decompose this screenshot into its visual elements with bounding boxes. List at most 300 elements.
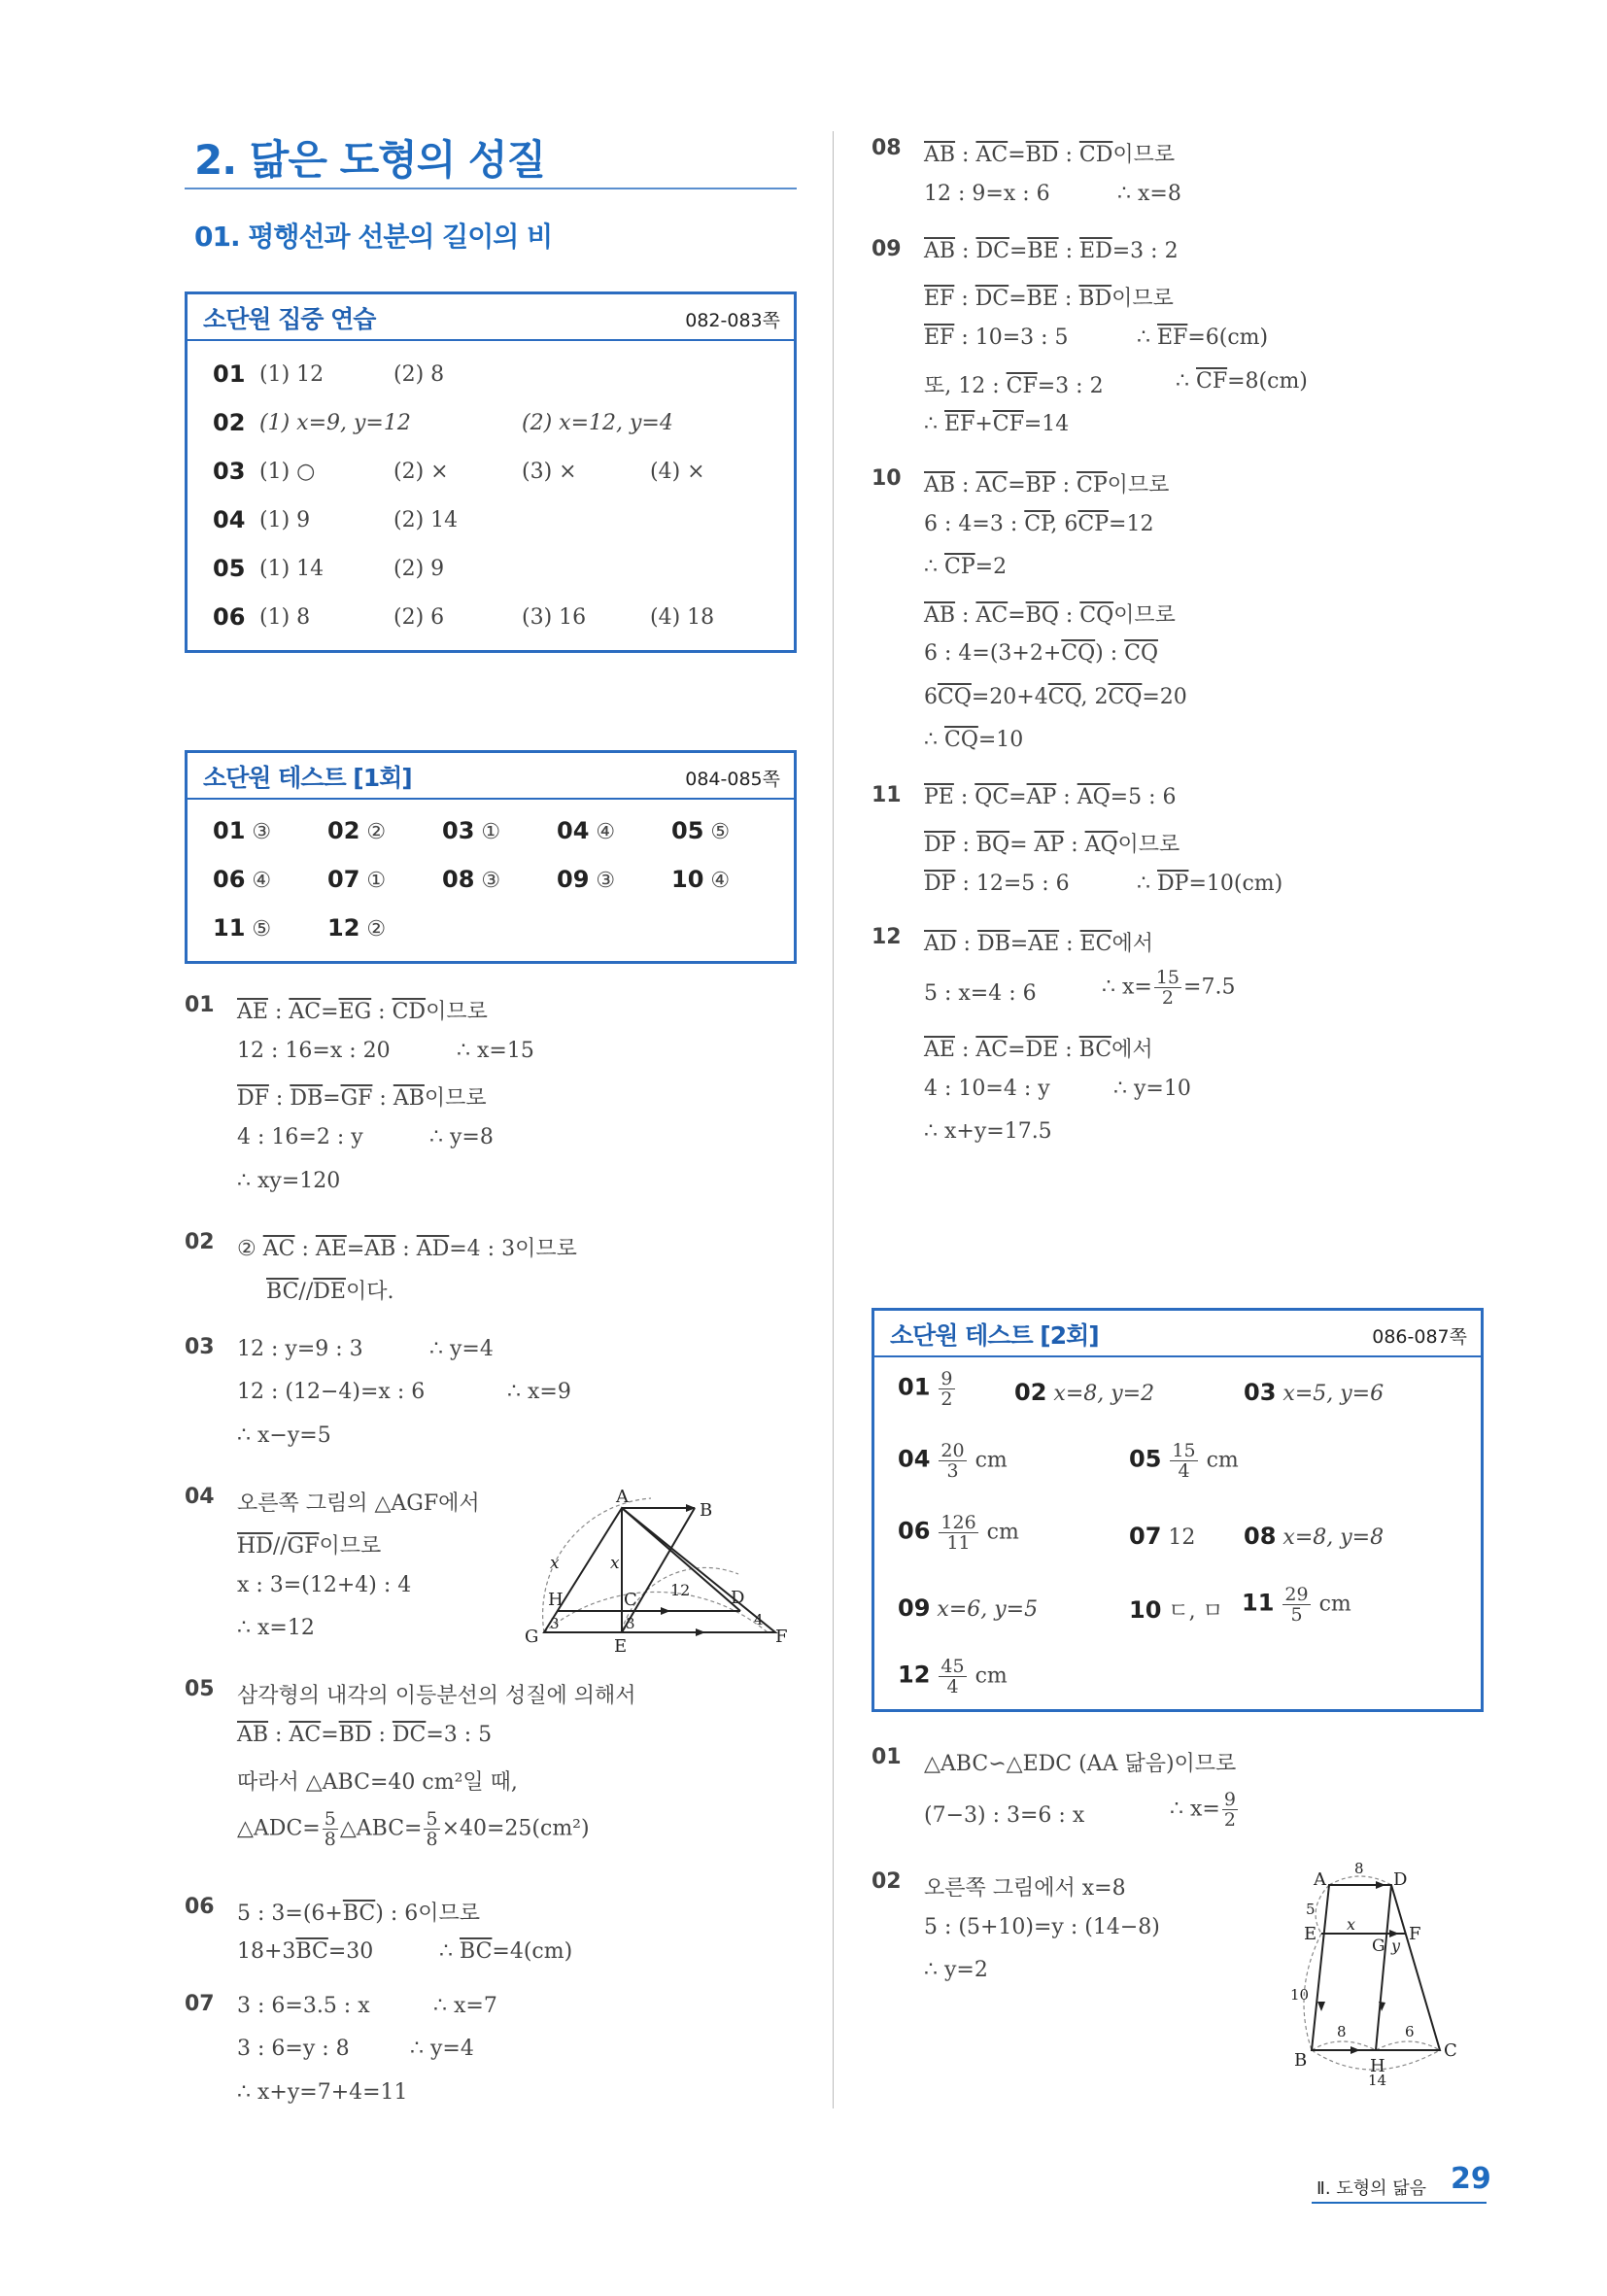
solution-number: 03 (185, 1335, 215, 1359)
solution-result: ∴ x=9 (507, 1380, 571, 1404)
text: : (267, 1000, 290, 1024)
answer-choice: ④ (596, 820, 616, 844)
solution-line: △ABC∽△EDC (AA 닮음)이므로 (924, 1752, 1237, 1776)
segment: $\overline{DC}$ (392, 1723, 427, 1747)
label-4: 4 (754, 1611, 764, 1628)
fraction (939, 1369, 954, 1409)
box-header (874, 1311, 1481, 1357)
box-pages: 086-087쪽 (1372, 1326, 1467, 1348)
answer-cell: (2) × (393, 460, 449, 484)
practice-answer-box (185, 291, 797, 653)
denominator: 2 (1161, 987, 1174, 1009)
label-a: A (616, 1487, 629, 1507)
segment: $\overline{QC}$ (974, 785, 1009, 809)
text: = (1009, 785, 1027, 809)
arrow (1317, 2002, 1325, 2011)
answer-number: 02 (327, 817, 360, 844)
segment: $\overline{DE}$ (1025, 1038, 1059, 1062)
text: = (321, 1723, 339, 1747)
solution-line (924, 872, 1070, 896)
label-d: D (1393, 1869, 1408, 1890)
text: = (346, 1237, 365, 1261)
box-pages: 084-085쪽 (685, 769, 780, 790)
text: ∴ (439, 1939, 460, 1964)
text: : (954, 1038, 976, 1062)
solution-line: 삼각형의 내각의 이등분선의 성질에 의해서 (237, 1684, 636, 1708)
answer-number: 09 (557, 866, 590, 893)
solution-line (924, 326, 1069, 350)
dashed-arc (1376, 2041, 1440, 2050)
text: : (955, 473, 976, 497)
answer-number: 07 (1129, 1523, 1162, 1550)
solution-result (1102, 968, 1235, 1008)
answer-item (898, 1441, 1008, 1481)
text: ∴ (924, 412, 944, 436)
segment: $\overline{CF}$ (1006, 374, 1038, 398)
solution-line: 따라서 △ABC=40 cm²일 때, (237, 1770, 518, 1795)
solution-number: 07 (185, 1992, 215, 2016)
solution-line (237, 1232, 577, 1262)
text: : (371, 1000, 393, 1024)
segment: $\overline{BC}$ (342, 1902, 376, 1926)
text: : (1059, 932, 1080, 956)
title-rule (185, 188, 797, 189)
text: = (321, 1000, 339, 1024)
answer-row (213, 555, 445, 582)
denominator: 8 (324, 1829, 336, 1850)
answer-row (213, 603, 715, 631)
solution-line: 오른쪽 그림에서 x=8 (924, 1876, 1126, 1901)
segment: $\overline{CP}$ (944, 555, 975, 579)
solution-result: ∴ x=15 (457, 1039, 534, 1063)
text: = (1008, 1038, 1026, 1062)
segment: $\overline{AC}$ (975, 603, 1009, 628)
answer-item (213, 817, 271, 844)
text: 6 : 4=3 : (924, 512, 1025, 536)
text: 에서 (1111, 932, 1153, 956)
text: ② (237, 1237, 263, 1261)
solution-line: ∴ xy=120 (237, 1169, 341, 1193)
answer-number: 11 (1242, 1589, 1275, 1617)
answer-number: 02 (1014, 1379, 1047, 1406)
segment: $\overline{AB}$ (364, 1237, 396, 1261)
solution-line: ∴ x=12 (237, 1616, 315, 1640)
text: =5 : 6 (1110, 785, 1177, 809)
solution-line (924, 1033, 1153, 1063)
segment: $\overline{CF}$ (992, 412, 1024, 436)
answer-item (213, 866, 271, 893)
segment: $\overline{AC}$ (975, 473, 1009, 497)
text: // (272, 1534, 288, 1559)
fraction (939, 1657, 966, 1696)
segment: $\overline{CQ}$ (944, 728, 978, 752)
segment: $\overline{AB}$ (393, 1086, 425, 1111)
unit: cm (974, 1663, 1008, 1689)
answer-cell: (2) 9 (393, 557, 445, 581)
answer-row (213, 360, 445, 388)
numerator: 9 (940, 1368, 953, 1389)
text: 6 (924, 685, 938, 709)
text: = (1009, 239, 1028, 263)
label-x: x (550, 1554, 560, 1573)
text: 이므로 (1112, 143, 1176, 167)
answer-value: ㄷ, ㅁ (1168, 1599, 1223, 1624)
segment: $\overline{BE}$ (1026, 287, 1058, 311)
segment: $\overline{EC}$ (1079, 932, 1112, 956)
answer-item (898, 1657, 1008, 1696)
text: : 12=5 : 6 (955, 872, 1070, 896)
solution-line: 12 : 9=x : 6 (924, 182, 1050, 206)
numerator: 45 (940, 1656, 965, 1677)
answer-item (898, 1369, 957, 1409)
label-6: 6 (1405, 2023, 1415, 2040)
segment: $\overline{CP}$ (1024, 512, 1051, 536)
segment: $\overline{AC}$ (289, 1723, 322, 1747)
text: 또, 12 : (924, 374, 1007, 398)
unit: cm (1206, 1448, 1239, 1473)
answer-item (1242, 1585, 1351, 1625)
label-8: 8 (1337, 2023, 1347, 2040)
segment: $\overline{BQ}$ (1025, 603, 1059, 628)
answer-number: 12 (327, 914, 360, 942)
solution-line (924, 239, 1179, 263)
label-3: 3 (626, 1615, 635, 1632)
segment: $\overline{AE}$ (237, 1000, 268, 1024)
denominator: 3 (946, 1460, 959, 1482)
answer-choice: ④ (252, 869, 272, 893)
fraction (1282, 1585, 1310, 1625)
text: : (1055, 473, 1077, 497)
answer-choice: ③ (596, 869, 616, 893)
label-5: 5 (1306, 1901, 1316, 1918)
solution-line (924, 369, 1104, 399)
numerator: 29 (1284, 1584, 1309, 1605)
solution-result: ∴ y=10 (1113, 1077, 1191, 1101)
solution-number: 10 (872, 466, 902, 491)
solution-line (924, 828, 1180, 858)
segment: $\overline{DP}$ (924, 833, 956, 857)
segment: $\overline{AB}$ (237, 1723, 269, 1747)
text: : (1058, 603, 1080, 628)
solution-line: 오른쪽 그림의 △AGF에서 (237, 1491, 480, 1516)
solution-line (924, 555, 1007, 579)
text: : 10=3 : 5 (954, 326, 1069, 350)
text: : (268, 1086, 291, 1111)
solution-line: (7−3) : 3=6 : x (924, 1803, 1085, 1828)
text: 이므로 (426, 1000, 488, 1024)
solution-line: 3 : 6=3.5 : x (237, 1994, 370, 2018)
fraction (939, 1441, 966, 1481)
answer-number: 04 (213, 506, 246, 533)
segment: $\overline{AB}$ (924, 603, 956, 628)
label-g: G (1372, 1936, 1385, 1956)
solution-number: 04 (185, 1485, 215, 1509)
answer-cell: (4) × (650, 460, 705, 484)
answer-number: 01 (213, 360, 246, 388)
solution-line (924, 728, 1023, 752)
text: =3 : 2 (1111, 239, 1179, 263)
triangle-figure (515, 1487, 806, 1657)
text: =20+4 (971, 685, 1048, 709)
answer-choice: ① (366, 869, 387, 893)
fraction (1154, 968, 1181, 1008)
fraction (1170, 1441, 1197, 1481)
answer-cell: (1) 14 (259, 557, 325, 581)
answer-number: 10 (1129, 1596, 1162, 1624)
answer-cell: (1) 9 (259, 508, 311, 532)
text: =10(cm) (1188, 872, 1283, 896)
solution-number: 01 (185, 993, 215, 1017)
segment: $\overline{CQ}$ (938, 685, 972, 709)
label-c: C (1444, 2040, 1457, 2061)
box-header (188, 753, 794, 800)
answer-number: 05 (1129, 1445, 1162, 1473)
text: △ADC= (237, 1816, 321, 1841)
text: ) : (1095, 641, 1125, 666)
segment: $\overline{AE}$ (1028, 932, 1060, 956)
segment: $\overline{CQ}$ (1079, 603, 1114, 628)
text: = (1009, 932, 1029, 956)
label-g: G (525, 1627, 539, 1647)
answer-item (1129, 1441, 1239, 1481)
segment: $\overline{AQ}$ (1077, 785, 1111, 809)
segment: $\overline{BD}$ (1025, 143, 1059, 167)
text: = (1008, 603, 1026, 628)
numerator: 126 (940, 1512, 976, 1533)
text: 이므로 (1117, 833, 1180, 857)
answer-item (671, 817, 730, 844)
segment: $\overline{BD}$ (338, 1723, 372, 1747)
solution-line (924, 282, 1174, 312)
solution-line (266, 1275, 393, 1305)
segment: $\overline{AQ}$ (1084, 833, 1118, 857)
numerator: 20 (940, 1440, 965, 1461)
answer-number: 04 (557, 817, 590, 844)
solution-line: ∴ y=2 (924, 1958, 988, 1982)
text: + (974, 412, 993, 436)
text: ∴ (924, 555, 944, 579)
label-y: y (1391, 1936, 1401, 1955)
label-3: 3 (550, 1615, 560, 1632)
answer-cell: (3) 16 (522, 605, 587, 630)
denominator: 2 (1223, 1809, 1236, 1831)
answer-item (671, 866, 730, 893)
solution-number: 05 (185, 1677, 215, 1701)
answer-number: 02 (213, 409, 246, 436)
text: : (955, 239, 976, 263)
label-e: E (614, 1636, 628, 1657)
answer-choice: ③ (252, 820, 272, 844)
text: : (955, 603, 976, 628)
text: = (1008, 143, 1026, 167)
solution-number: 01 (872, 1745, 902, 1769)
segment: $\overline{CD}$ (392, 1000, 427, 1024)
numerator: 15 (1172, 1440, 1196, 1461)
answer-item (327, 914, 386, 942)
segment: $\overline{CQ}$ (1061, 641, 1096, 666)
test2-answer-box (872, 1308, 1484, 1712)
segment: $\overline{EF}$ (944, 412, 975, 436)
solution-result (1170, 1790, 1240, 1830)
solution-line: ∴ x+y=7+4=11 (237, 2080, 408, 2105)
answer-cell: (3) × (522, 460, 577, 484)
text: = (1009, 833, 1035, 857)
text: △ABC= (339, 1816, 423, 1841)
test1-answer-box (185, 750, 797, 964)
segment: $\overline{DP}$ (924, 872, 956, 896)
answer-row (213, 409, 673, 436)
answer-choice: ① (481, 820, 501, 844)
answer-cell: (1) x=9, y=12 (259, 411, 411, 435)
answer-item (557, 866, 615, 893)
answer-number: 09 (898, 1594, 931, 1622)
segment: $\overline{BQ}$ (975, 833, 1010, 857)
answer-item (327, 817, 386, 844)
solution-line: 12 : y=9 : 3 (237, 1337, 363, 1361)
solution-line (924, 685, 1187, 709)
segment: $\overline{AD}$ (924, 932, 957, 956)
answer-choice: ⑤ (710, 820, 731, 844)
answer-item (213, 914, 271, 942)
solution-line (237, 995, 488, 1025)
text: ∴ (1176, 369, 1196, 394)
text: : (1058, 1038, 1079, 1062)
text: =7.5 (1183, 975, 1236, 1000)
solution-result: ∴ x=8 (1117, 182, 1181, 206)
solution-line (924, 138, 1175, 168)
text: =6(cm) (1187, 326, 1269, 350)
solution-line (237, 1897, 480, 1927)
text: : (372, 1086, 393, 1111)
answer-row (213, 458, 705, 485)
text: =30 (327, 1939, 374, 1964)
label-b: B (700, 1500, 713, 1521)
solution-number: 06 (185, 1895, 215, 1919)
solution-line (924, 641, 1158, 666)
text: 이므로 (424, 1086, 487, 1111)
numerator: 9 (1223, 1789, 1236, 1810)
solution-line (237, 1809, 590, 1849)
box-pages: 082-083쪽 (685, 310, 780, 331)
text: : (954, 287, 975, 311)
segment: $\overline{AP}$ (1034, 833, 1065, 857)
answer-cell: (2) 8 (393, 362, 445, 387)
label-14: 14 (1368, 2072, 1387, 2089)
answer-number: 05 (671, 817, 704, 844)
section-title: 01. 평행선과 선분의 길이의 비 (194, 221, 553, 253)
solution-result (439, 1939, 572, 1964)
segment: $\overline{AD}$ (416, 1237, 450, 1261)
answer-item (557, 817, 615, 844)
segment: $\overline{CF}$ (1196, 369, 1228, 394)
box-header (188, 294, 794, 341)
segment: $\overline{GF}$ (340, 1086, 373, 1111)
text: : (294, 1237, 316, 1261)
answer-cell: (4) 18 (650, 605, 715, 630)
solution-line: ∴ x+y=17.5 (924, 1119, 1052, 1144)
arrow (661, 1607, 670, 1615)
segment: $\overline{GF}$ (287, 1534, 320, 1559)
segment: $\overline{HD}$ (237, 1534, 273, 1559)
label-h: H (548, 1590, 564, 1610)
segment: $\overline{BC}$ (295, 1939, 328, 1964)
answer-item (1129, 1594, 1223, 1625)
text: ×40=25(cm²) (441, 1816, 590, 1841)
solution-line: 12 : 16=x : 20 (237, 1039, 391, 1063)
label-12: 12 (670, 1581, 691, 1599)
segment: $\overline{AE}$ (924, 1038, 955, 1062)
fraction (424, 1809, 439, 1849)
text: =3 : 5 (426, 1723, 493, 1747)
answer-cell: (2) 14 (393, 508, 459, 532)
text: : (1057, 287, 1079, 311)
segment: $\overline{DF}$ (237, 1086, 269, 1111)
solution-line (237, 1081, 487, 1112)
text: =12 (1109, 512, 1154, 536)
text: 18+3 (237, 1939, 296, 1964)
label-c: C (624, 1590, 637, 1610)
solution-number: 08 (872, 136, 902, 160)
answer-value: x=8, y=2 (1053, 1382, 1155, 1406)
solution-number: 11 (872, 783, 902, 807)
text: 6 : 4=(3+2+ (924, 641, 1062, 666)
label-8: 8 (1354, 1860, 1364, 1877)
answer-number: 03 (442, 817, 475, 844)
segment: $\overline{CP}$ (1077, 473, 1108, 497)
text: = (1009, 287, 1027, 311)
numerator: 5 (324, 1808, 336, 1830)
text: ∴ (924, 728, 944, 752)
solution-line: ∴ x−y=5 (237, 1423, 331, 1448)
text: =14 (1023, 412, 1070, 436)
text: : (955, 833, 976, 857)
segment: $\overline{BC}$ (266, 1280, 299, 1304)
text: = (323, 1086, 341, 1111)
answer-number: 06 (213, 603, 246, 631)
solution-result: ∴ y=4 (410, 2037, 474, 2061)
text: 이다. (345, 1280, 394, 1304)
answer-item (1014, 1379, 1154, 1406)
answer-value: x=8, y=8 (1282, 1525, 1385, 1550)
fraction (1222, 1790, 1238, 1830)
label-h: H (1370, 2056, 1385, 2076)
text: =3 : 2 (1037, 374, 1104, 398)
text: 이므로 (319, 1534, 382, 1559)
solution-line: x : 3=(12+4) : 4 (237, 1573, 412, 1597)
fraction (939, 1513, 977, 1553)
segment: $\overline{CQ}$ (1108, 685, 1143, 709)
segment: $\overline{AC}$ (975, 1038, 1009, 1062)
answer-number: 04 (898, 1445, 931, 1473)
solution-line (237, 1529, 381, 1559)
answer-item (1244, 1379, 1384, 1406)
segment: $\overline{CQ}$ (1047, 685, 1081, 709)
numerator: 15 (1155, 967, 1180, 988)
box-title: 소단원 집중 연습 (203, 305, 376, 333)
solution-number: 02 (872, 1869, 902, 1894)
solution-result: ∴ x=7 (433, 1994, 497, 2018)
denominator: 4 (1178, 1460, 1190, 1482)
solution-line (237, 1939, 373, 1964)
answer-number: 11 (213, 914, 246, 942)
unit: cm (974, 1448, 1008, 1473)
text: , 2 (1080, 685, 1109, 709)
answer-cell: (1) ○ (259, 460, 316, 484)
label-10: 10 (1290, 1986, 1310, 2004)
text: =2 (974, 555, 1008, 579)
answer-item (898, 1594, 1038, 1622)
segment: $\overline{PE}$ (924, 785, 954, 809)
